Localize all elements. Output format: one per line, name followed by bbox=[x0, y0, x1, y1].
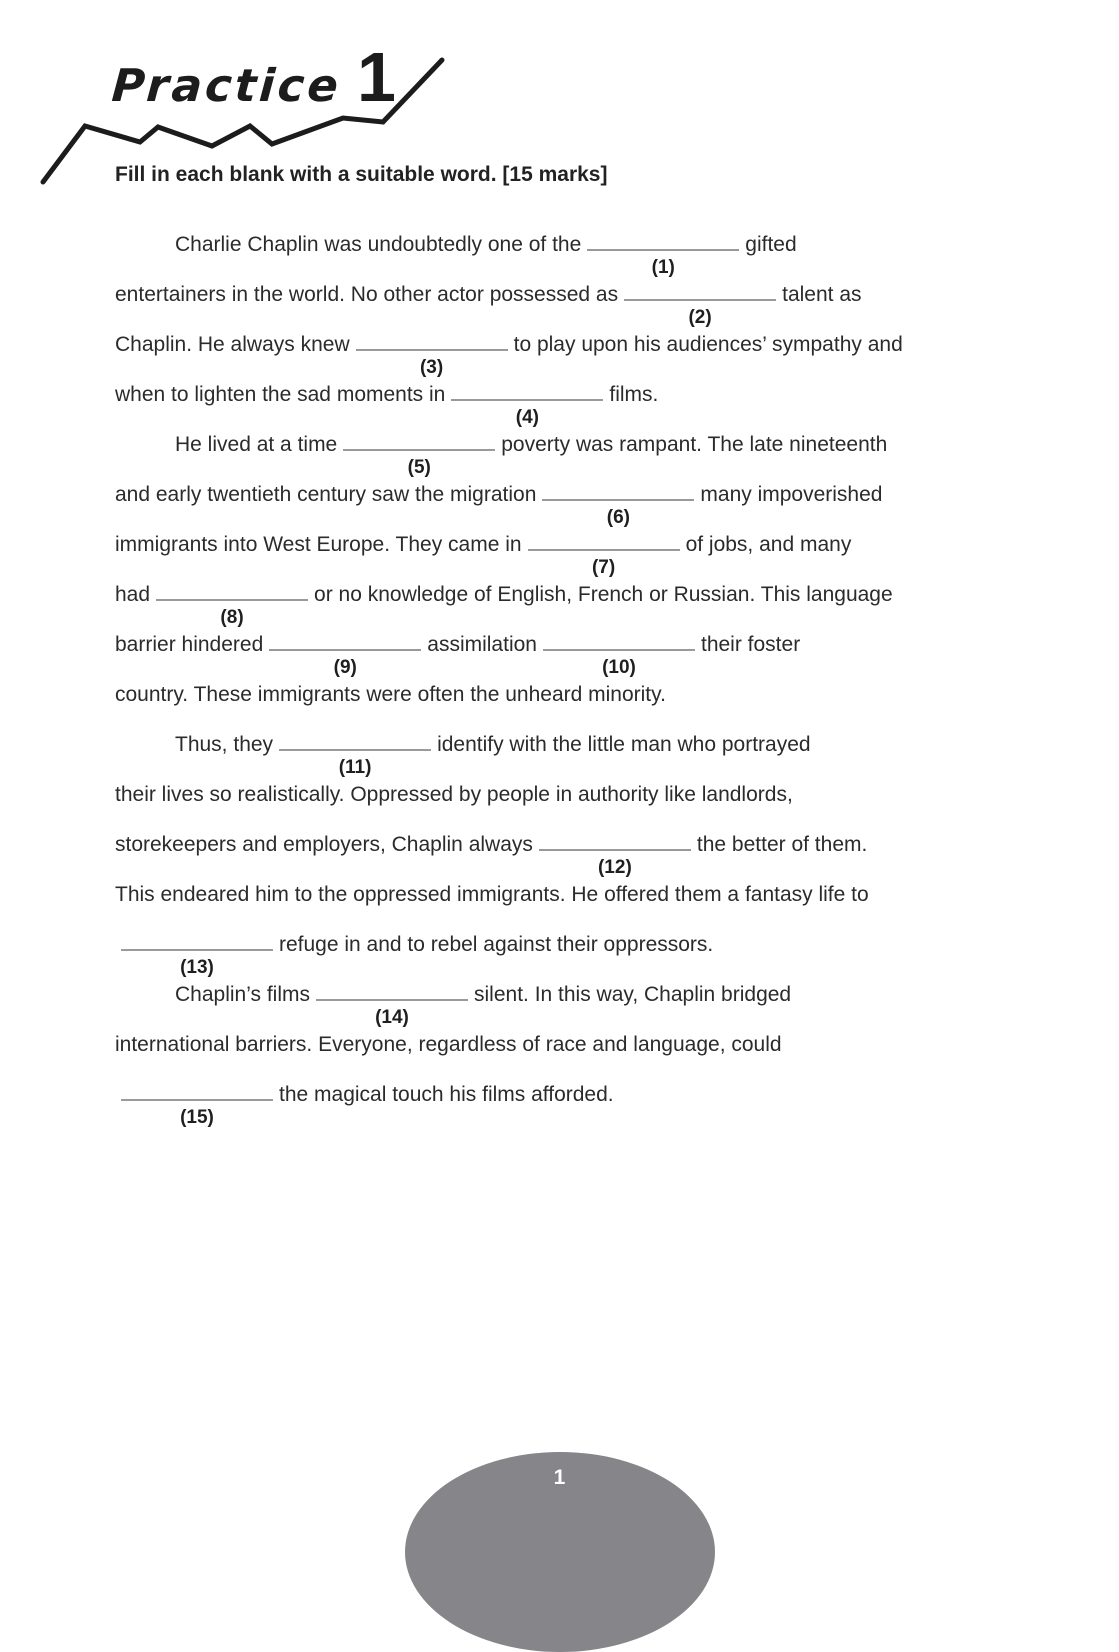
passage-text: their lives so realistically. Oppressed by people in authority like landlords, bbox=[115, 783, 793, 806]
blank-number: (3) bbox=[419, 357, 444, 378]
blank-number: (9) bbox=[333, 657, 357, 678]
blank-number: (1) bbox=[651, 257, 675, 278]
passage-line bbox=[115, 681, 1015, 731]
passage-line bbox=[115, 781, 1015, 831]
passage-text: Charlie Chaplin was undoubtedly one of the bbox=[175, 233, 582, 256]
passage-text: of jobs, and many bbox=[685, 533, 852, 556]
passage-text: when to lighten the sad moments in bbox=[115, 383, 446, 406]
passage-line bbox=[115, 231, 1015, 281]
fill-blank bbox=[121, 937, 273, 978]
fill-blank bbox=[587, 237, 739, 278]
fill-blank bbox=[356, 337, 508, 378]
fill-blank bbox=[528, 537, 680, 578]
passage-text: the magical touch his films afforded. bbox=[279, 1083, 614, 1106]
passage-text: barrier hindered bbox=[115, 633, 264, 656]
passage-text: storekeepers and employers, Chaplin always bbox=[115, 833, 533, 856]
passage-line bbox=[115, 881, 1015, 931]
page-number: 1 bbox=[553, 1466, 566, 1489]
blank-number: (7) bbox=[591, 557, 616, 578]
blank-number: (10) bbox=[602, 657, 636, 678]
practice-header bbox=[110, 38, 396, 116]
passage-text: many impoverished bbox=[700, 483, 883, 506]
blank-number: (15) bbox=[180, 1107, 214, 1128]
blank-number: (12) bbox=[597, 857, 632, 878]
passage-text: and early twentieth century saw the migration bbox=[115, 483, 537, 506]
passage-line bbox=[115, 381, 1015, 431]
passage-line bbox=[115, 1031, 1015, 1081]
passage-text: Chaplin’s films bbox=[175, 983, 310, 1006]
blank-number: (13) bbox=[180, 957, 214, 978]
passage-text: assimilation bbox=[427, 633, 537, 656]
passage-text: refuge in and to rebel against their oppressors. bbox=[279, 933, 714, 956]
blank-number: (5) bbox=[407, 457, 431, 478]
fill-blank bbox=[542, 487, 694, 528]
blank-number: (4) bbox=[515, 407, 539, 428]
passage-text: entertainers in the world. No other actor possessed as bbox=[115, 283, 619, 306]
passage-text: country. These immigrants were often the unheard minority. bbox=[115, 683, 666, 706]
passage-line bbox=[115, 1081, 1015, 1131]
fill-blank bbox=[269, 637, 421, 678]
fill-blank bbox=[156, 587, 308, 628]
fill-blank bbox=[343, 437, 495, 478]
passage-text: immigrants into West Europe. They came in bbox=[115, 533, 522, 556]
footer-ellipse bbox=[405, 1452, 715, 1652]
passage-line bbox=[115, 281, 1015, 331]
passage-line bbox=[115, 631, 1015, 681]
passage-line bbox=[115, 581, 1015, 631]
practice-title-label: Practice bbox=[110, 59, 343, 112]
blank-number: (11) bbox=[338, 757, 372, 778]
blank-number: (6) bbox=[606, 507, 630, 528]
passage-text: silent. In this way, Chaplin bridged bbox=[474, 983, 792, 1006]
passage-text: talent as bbox=[782, 283, 862, 306]
fill-blank bbox=[451, 387, 603, 428]
passage-text: gifted bbox=[745, 233, 797, 256]
practice-title-number: 1 bbox=[356, 38, 396, 116]
passage-text: the better of them. bbox=[696, 833, 868, 856]
blank-number: (8) bbox=[220, 607, 244, 628]
passage-line bbox=[115, 481, 1015, 531]
passage-line bbox=[115, 331, 1015, 381]
passage-text: or no knowledge of English, French or Russian. This language bbox=[314, 583, 893, 606]
passage-line bbox=[115, 831, 1015, 881]
passage-line bbox=[115, 431, 1015, 481]
passage bbox=[115, 231, 1015, 1131]
passage-text: This endeared him to the oppressed immigrants. He offered them a fantasy life to bbox=[115, 883, 869, 906]
passage-text: poverty was rampant. The late nineteenth bbox=[501, 433, 888, 456]
fill-blank bbox=[121, 1087, 273, 1128]
passage-text: Chaplin. He always knew bbox=[115, 333, 350, 356]
instruction-text: Fill in each blank with a suitable word. [15 marks] bbox=[115, 163, 608, 186]
passage-line bbox=[115, 981, 1015, 1031]
fill-blank bbox=[279, 737, 431, 778]
passage-text: Thus, they bbox=[175, 733, 274, 756]
passage-line bbox=[115, 531, 1015, 581]
fill-blank bbox=[316, 987, 468, 1028]
passage-text: their foster bbox=[700, 633, 801, 656]
passage-line bbox=[115, 731, 1015, 781]
fill-blank bbox=[539, 837, 691, 878]
fill-blank bbox=[624, 287, 776, 328]
passage-line bbox=[115, 931, 1015, 981]
passage-text: international barriers. Everyone, regardless of race and language, could bbox=[115, 1033, 782, 1056]
passage-text: He lived at a time bbox=[175, 433, 338, 456]
passage-text: had bbox=[115, 583, 151, 606]
passage-text: films. bbox=[609, 383, 659, 406]
fill-blank bbox=[543, 637, 695, 678]
blank-number: (2) bbox=[688, 307, 712, 328]
passage-text: identify with the little man who portrayed bbox=[437, 733, 811, 756]
blank-number: (14) bbox=[375, 1007, 409, 1028]
passage-text: to play upon his audiences’ sympathy and bbox=[513, 333, 903, 356]
